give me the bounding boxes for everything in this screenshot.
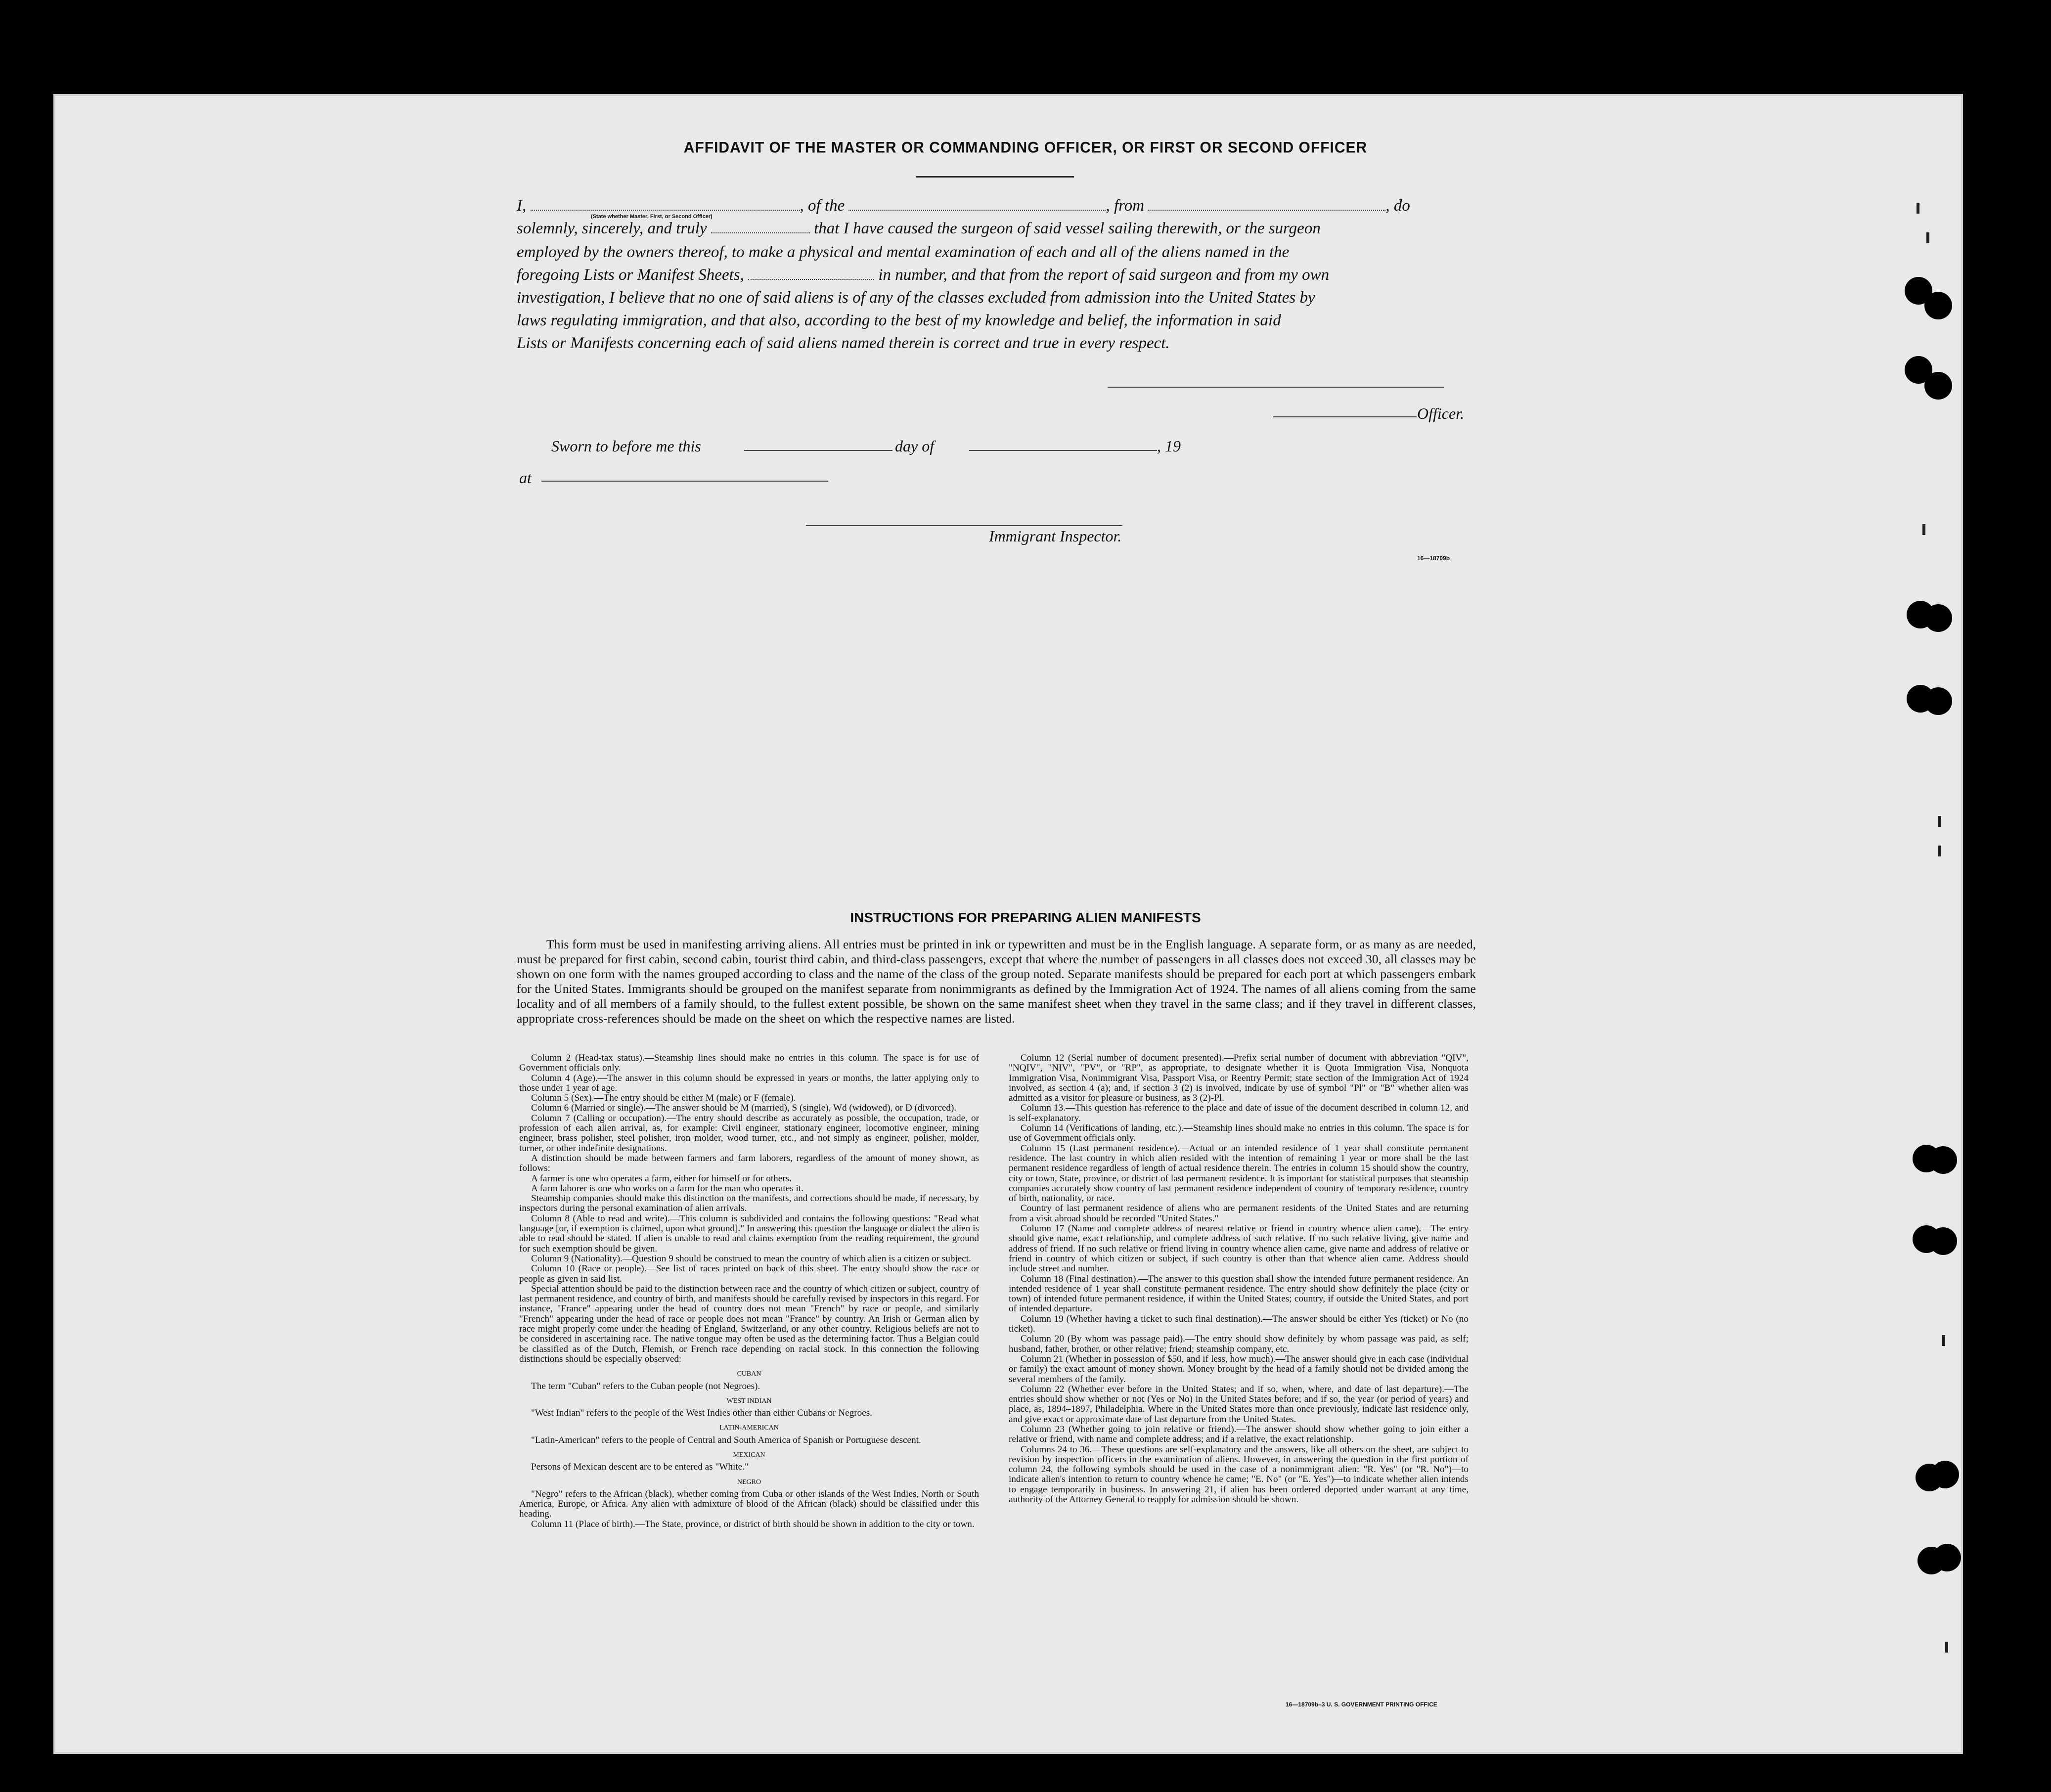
right-paragraph: Column 17 (Name and complete address of nearest relative or friend in country whence alien came).—The entry should give name, exact relationship, and complete address of such relative. If no such relative living, give name and address of friend. If no such relative or friend living in country whence alien came, give name and address of relative or friend in country of which citizen or subject, if such country is other than that whence alien came. Address should include street and number.	[1009, 1223, 1469, 1274]
heading-mexican: MEXICAN	[733, 1451, 765, 1459]
negro-text: "Negro" refers to the African (black), whether coming from Cuba or other islands of the West Indies, North or South America, Europe, or Africa. Any alien with admixture of blood of the African (black) should be classified under this heading.	[519, 1488, 979, 1520]
punch-hole	[1933, 1544, 1961, 1571]
affidavit-line-7: Lists or Manifests concerning each of said aliens named therein is correct and true in every respect.	[517, 334, 1170, 352]
left-paragraph: Special attention should be paid to the distinction between race and the country of which citizen or subject, country of last permanent residence, and country of birth, and manifests should be carefully revised by inspectors in this regard. For instance, "France" appearing under the head of country does not mean "French" by race or people, and similarly "French" appearing under the head of race or people does not mean "France" by country. An Irish or German alien by race might properly come under the heading of England, Switzerland, or any other country. Religious beliefs are not to be considered in ascertaining race. The native tongue may often be used as the determining factor. Thus a Belgian could be classified as of the Dutch, Flemish, or French race depending on racial stock. In this connection the following distinctions should be especially observed:	[519, 1283, 979, 1364]
left-paragraph: Steamship companies should make this distinction on the manifests, and corrections should be made, if necessary, by inspectors during the personal examination of alien arrivals.	[519, 1193, 979, 1214]
punch-hole	[1924, 604, 1952, 632]
punch-hole	[1929, 1146, 1957, 1174]
right-paragraph: Columns 24 to 36.—These questions are self-explanatory and the answers, like all others on the sheet, are subject to revision by inspection officers in the examination of aliens. However, in answering the question in the first portion of column 24, the following symbols should be used in the case of a nonimmigrant alien: "R. Yes" (or "R. No")—to indicate alien's intention to return to country whence he came; "E. No" (or "E. Yes")—to indicate whether alien intends to engage temporarily in business. In answering 21, if alien has been ordered deported under warrant at any time, authority of the Attorney General to reapply for admission should be shown.	[1009, 1444, 1469, 1505]
officer-line[interactable]	[1273, 416, 1417, 417]
right-paragraph: Column 18 (Final destination).—The answer to this question shall show the intended future permanent residence. An intended residence of 1 year shall constitute permanent residence. The entry should show definitely the place (city or town) of intended future permanent residence, if within the United States; country, if outside the United States, and port of intended departure.	[1009, 1273, 1469, 1314]
at-field[interactable]	[541, 481, 828, 482]
instructions-intro: This form must be used in manifesting arriving aliens. All entries must be printed in ink or typewritten and must be in the English language. A separate form, or as many as are needed, must be prepared for first cabin, second cabin, tourist third cabin, and third-class passengers, except that where the number of passengers in all classes does not exceed 30, all classes may be shown on one form with the names grouped according to class and the name of the class of the group noted. Separate manifests should be prepared for each port at which passengers embark for the United States. Immigrants should be grouped on the manifest separate from nonimmigrants as defined by the Immigration Act of 1924. The names of all aliens coming from the same locality and of all members of a family should, to the fullest extent possible, be shown on the same manifest sheet when they travel in the same class; and if they travel in different classes, appropriate cross-references should be made on the sheet on which the respective names are listed.	[517, 937, 1476, 1026]
mexican-text: Persons of Mexican descent are to be entered as "White."	[531, 1462, 749, 1473]
left-paragraph: Column 4 (Age).—The answer in this column should be expressed in years or months, the latter applying only to those under 1 year of age.	[519, 1073, 979, 1093]
right-paragraph: Column 12 (Serial number of document presented).—Prefix serial number of document with abbreviation "QIV", "NQIV", "NIV", "PV", or "RP", as appropriate, to designate whether it is Quota Immigration Visa, Nonquota Immigration Visa, Nonimmigrant Visa, Passport Visa, or Reentry Permit; state section of the Immigration Act of 1924 involved, as section 4 (a); and, if section 3 (2) is involved, indicate by use of symbol "Pl" or "B" whether alien was admitted as a visitor for pleasure or business, as 3 (2)-Pl.	[1009, 1053, 1469, 1104]
right-paragraph: Column 13.—This question has reference to the place and date of issue of the document described in column 12, and is self-explanatory.	[1009, 1103, 1469, 1123]
left-paragraph: Column 8 (Able to read and write).—This column is subdivided and contains the following questions: "Read what language [or, if exemption is claimed, upon what ground]." In answering this question the language or dialect the alien is able to read should be stated. If alien is unable to read and claims exemption from the reading requirement, the ground for such exemption should be given.	[519, 1213, 979, 1254]
right-paragraph: Column 22 (Whether ever before in the United States; and if so, when, where, and date of last departure).—The entries should show whether or not (Yes or No) in the United States before; and if so, the year (or period of years) and place, as, 1894–1897, Philadelphia. Where in the United States more than once previously, indicate last residence only, and give exact or approximate date of last departure from the United States.	[1009, 1384, 1469, 1425]
edge-mark	[1922, 524, 1925, 535]
officer-rank-field[interactable]	[531, 198, 800, 211]
officer-label: Officer.	[1417, 404, 1465, 422]
punch-hole	[1931, 1461, 1959, 1488]
right-paragraph: Column 15 (Last permanent residence).—Actual or an intended residence of 1 year shall constitute permanent residence. The last country in which alien resided with the intention of remaining 1 year or more shall be the last permanent residence regardless of length of actual residence therein. The entries in column 15 should show the country, city or town, State, province, or district of last permanent residence. It is important for statistical purposes that steamship companies accurately show country of last permanent residence independent of country of temporary residence, country of birth, nationality, or race.	[1009, 1143, 1469, 1204]
edge-mark	[1938, 846, 1941, 856]
affidavit-line-5: investigation, I believe that no one of said aliens is of any of the classes excluded from admission into the United States by	[517, 289, 1315, 307]
form-number: 16—18709b	[1417, 555, 1450, 562]
latin-american-text: "Latin-American" refers to the people of Central and South America of Spanish or Portuguese descent.	[531, 1434, 921, 1445]
affidavit-line-2: solemnly, sincerely, and truly that I have caused the surgeon of said vessel sailing therewith, or the surgeon	[517, 220, 1321, 237]
left-paragraph: A farm laborer is one who works on a farm for the man who operates it.	[531, 1183, 803, 1194]
punch-hole	[1924, 372, 1952, 400]
affidavit-line-6: laws regulating immigration, and that also, according to the best of my knowledge and belief, the information in said	[517, 312, 1281, 329]
edge-mark	[1917, 203, 1919, 214]
truly-field[interactable]	[711, 221, 810, 233]
from-port-field[interactable]	[1148, 198, 1385, 211]
heading-west-indian: WEST INDIAN	[726, 1397, 772, 1405]
sworn-label: Sworn to before me this	[551, 437, 701, 455]
instructions-title: INSTRUCTIONS FOR PREPARING ALIEN MANIFESTS	[850, 910, 1201, 925]
right-paragraph: Column 14 (Verifications of landing, etc.).—Steamship lines should make no entries in this column. The space is for use of Government officials only.	[1009, 1123, 1469, 1144]
left-paragraph: Column 6 (Married or single).—The answer should be M (married), S (single), Wd (widowed), or D (divorced).	[531, 1103, 957, 1114]
punch-hole	[1924, 687, 1952, 715]
right-paragraph: Column 20 (By whom was passage paid).—The entry should show definitely by whom passage was paid, as self; husband, father, brother, or other relative; friend; steamship company, etc.	[1009, 1334, 1469, 1354]
cuban-text: The term "Cuban" refers to the Cuban people (not Negroes).	[531, 1381, 760, 1391]
left-paragraph: Column 7 (Calling or occupation).—The entry should describe as accurately as possible, the occupation, trade, or profession of each alien arrival, as, for example: Civil engineer, stationary engineer, locomotive engineer, mining engineer, brass polisher, steel polisher, iron molder, wood turner, etc., and not simply as engineer, polisher, molder, turner, or other indefinite designations.	[519, 1113, 979, 1154]
affidavit-line-4: foregoing Lists or Manifest Sheets, in number, and that from the report of said surgeon and from my own	[517, 266, 1330, 284]
edge-mark	[1942, 1335, 1945, 1346]
heading-cuban: CUBAN	[737, 1370, 761, 1378]
printing-office-footer: 16—18709b–3 U. S. GOVERNMENT PRINTING OFFICE	[1286, 1701, 1437, 1708]
rank-hint: (State whether Master, First, or Second Officer)	[591, 214, 713, 220]
year-label: , 19	[1157, 437, 1181, 455]
right-paragraph: Column 23 (Whether going to join relative or friend).—The answer should show whether going to join either a relative or friend, with name and complete address; and if a relative, the exact relationship.	[1009, 1424, 1469, 1445]
vessel-field[interactable]	[848, 198, 1106, 211]
left-paragraph: Column 2 (Head-tax status).—Steamship lines should make no entries in this column. The space is for use of Government officials only.	[519, 1053, 979, 1074]
day-of-label: day of	[895, 437, 935, 455]
right-paragraph: Column 19 (Whether having a ticket to such final destination).—The answer should be either Yes (ticket) or No (no ticket).	[1009, 1313, 1469, 1335]
at-label: at	[519, 469, 532, 487]
left-paragraph: Column 5 (Sex).—The entry should be either M (male) or F (female).	[531, 1093, 796, 1104]
left-paragraph: Column 10 (Race or people).—See list of races printed on back of this sheet. The entry should show the race or people as given in said list.	[519, 1263, 979, 1284]
edge-mark	[1945, 1642, 1948, 1653]
heading-negro: NEGRO	[737, 1478, 761, 1486]
instructions-left-column	[519, 1053, 979, 1529]
heading-latin-american: LATIN-AMERICAN	[719, 1424, 779, 1432]
number-field[interactable]	[748, 267, 874, 280]
sworn-month-field[interactable]	[969, 450, 1157, 451]
signature-line[interactable]	[1108, 387, 1444, 388]
right-paragraph: Column 21 (Whether in possession of $50, and if less, how much).—The answer should give in each case (individual or family) the exact amount of money shown. Money brought by the head of a family should not be divided among the several members of the family.	[1009, 1353, 1469, 1385]
edge-mark	[1926, 232, 1929, 243]
right-paragraph: Country of last permanent residence of aliens who are permanent residents of the United States and are returning from a visit abroad should be recorded "United States."	[1009, 1203, 1469, 1224]
punch-hole	[1929, 1227, 1957, 1255]
affidavit-title: AFFIDAVIT OF THE MASTER OR COMMANDING OFFICER, OR FIRST OR SECOND OFFICER	[683, 139, 1368, 156]
column-11-text: Column 11 (Place of birth).—The State, province, or district of birth should be shown in addition to the city or town.	[531, 1519, 975, 1529]
left-paragraph: A farmer is one who operates a farm, either for himself or for others.	[531, 1173, 792, 1184]
affidavit-line-1: I, , of the , from , do	[517, 197, 1410, 215]
affidavit-line-3: employed by the owners thereof, to make a physical and mental examination of each and all of the aliens named in the	[517, 243, 1290, 261]
title-rule	[916, 176, 1074, 178]
west-indian-text: "West Indian" refers to the people of the West Indies other than either Cubans or Negroes.	[531, 1408, 872, 1419]
instructions-right-column	[1009, 1053, 1469, 1505]
inspector-line[interactable]	[806, 525, 1122, 526]
punch-hole	[1924, 292, 1952, 319]
edge-mark	[1938, 816, 1941, 827]
left-paragraph: A distinction should be made between farmers and farm laborers, regardless of the amount of money shown, as follows:	[519, 1153, 979, 1174]
sworn-day-field[interactable]	[744, 450, 892, 451]
inspector-label: Immigrant Inspector.	[989, 527, 1122, 545]
left-paragraph: Column 9 (Nationality).—Question 9 should be construed to mean the country of which alien is a citizen or subject.	[531, 1253, 971, 1264]
